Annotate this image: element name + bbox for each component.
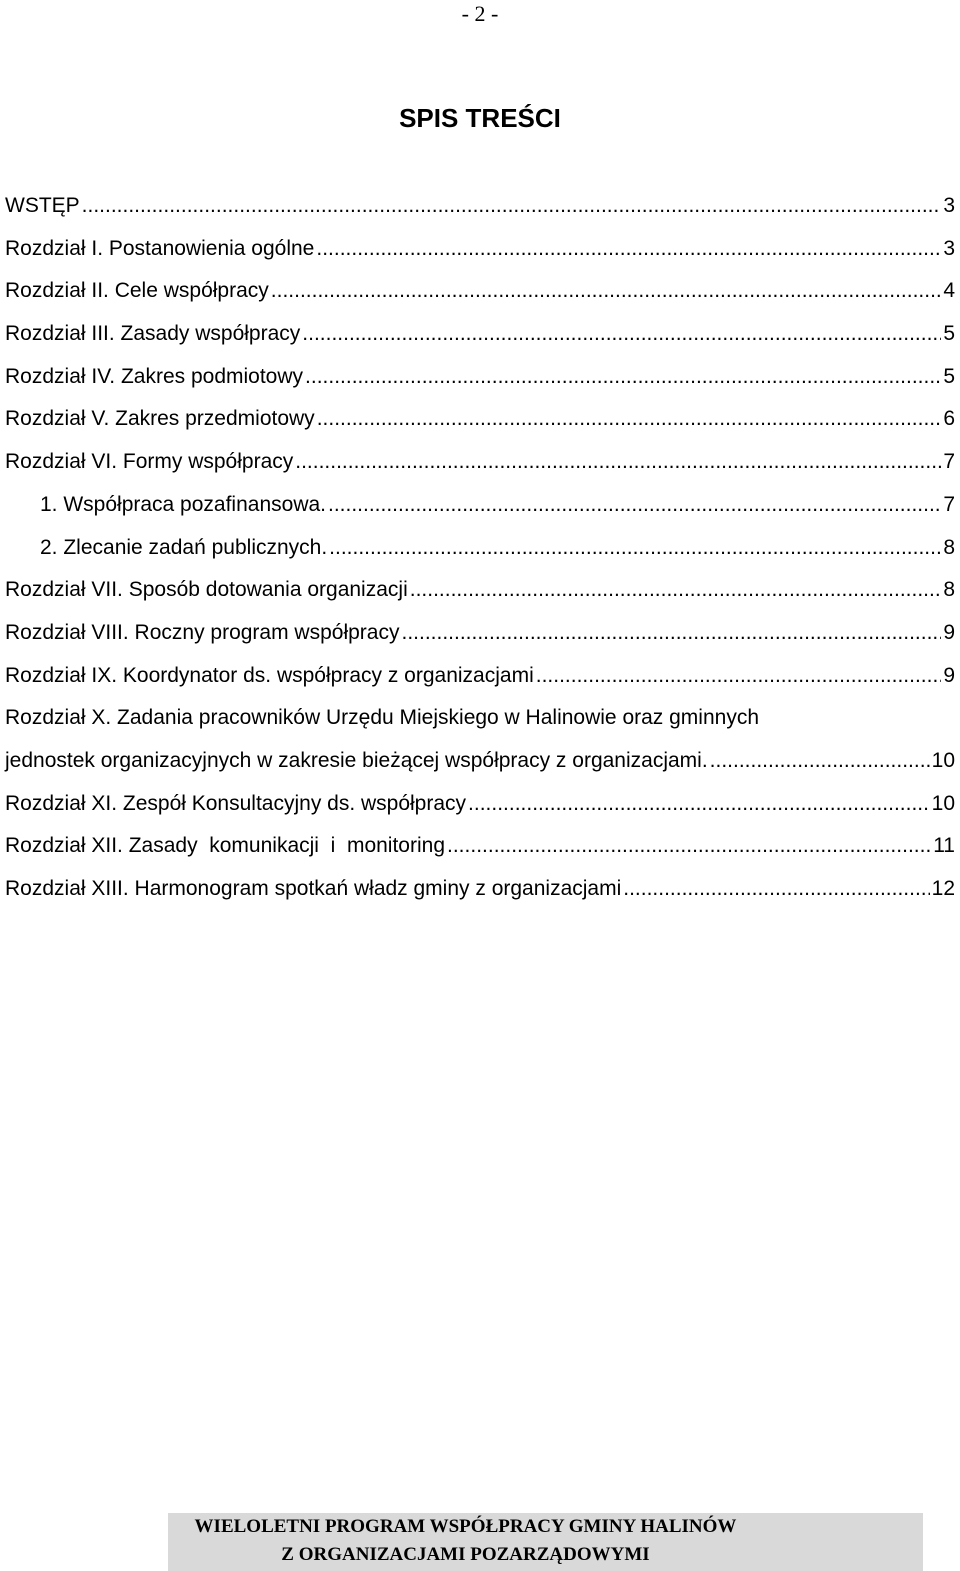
toc-entry-chapter-1[interactable] [5,228,955,271]
toc-leader-dots [710,740,930,783]
toc-entry-title: 2. Zlecanie zadań publicznych. [40,535,328,559]
toc-leader-dots [536,655,942,698]
toc-entry-title: WSTĘP [5,194,80,217]
toc-entry-title: Rozdział XIII. Harmonogram spotkań władz gminy z organizacjami [5,877,622,901]
toc-leader-dots [305,356,941,399]
table-of-contents [5,185,955,911]
toc-entry-chapter-2[interactable] [5,270,955,313]
toc-entry-chapter-9[interactable] [5,655,955,698]
toc-entry-chapter-10[interactable] [5,697,955,782]
toc-entry-wstep[interactable] [5,185,955,228]
toc-leader-dots [447,825,931,868]
toc-entry-chapter-5[interactable] [5,398,955,441]
toc-entry-title: Rozdział XII. Zasady komunikacji i monitoring [5,834,446,858]
page-number: - 2 - [461,1,499,26]
toc-leader-dots [468,783,930,826]
toc-entry-page: 11 [933,834,955,858]
toc-entry-subsection-2[interactable] [5,527,955,570]
toc-entry-chapter-12[interactable] [5,825,955,868]
toc-entry-page: 5 [943,322,955,346]
toc-entry-page: 10 [931,791,955,815]
toc-entry-page: 6 [943,407,955,431]
toc-leader-dots [410,569,942,612]
toc-entry-page: 5 [943,364,955,388]
toc-leader-dots [82,185,942,228]
toc-entry-title: Rozdział VII. Sposób dotowania organizacji [5,578,408,602]
toc-entry-chapter-4[interactable] [5,356,955,399]
toc-entry-title: Rozdział XI. Zespół Konsultacyjny ds. współpracy [5,791,467,815]
toc-entry-subsection-1[interactable] [5,484,955,527]
toc-entry-page: 7 [943,450,955,474]
toc-entry-title: Rozdział IX. Koordynator ds. współpracy z organizacjami [5,663,534,687]
toc-entry-title: Rozdział II. Cele współpracy [5,279,269,303]
toc-leader-dots [317,398,942,441]
toc-entry-title: Rozdział I. Postanowienia ogólne [5,236,315,260]
toc-entry-page: 12 [931,877,955,901]
toc-leader-dots [295,441,941,484]
toc-entry-chapter-6[interactable] [5,441,955,484]
toc-entry-chapter-11[interactable] [5,783,955,826]
footer-line-2: Z ORGANIZACJAMI POZARZĄDOWYMI [281,1544,650,1565]
toc-entry-page: 3 [943,236,955,260]
toc-title: SPIS TREŚCI [399,103,561,133]
toc-entry-page: 10 [931,748,955,772]
footer-line-1: WIELOLETNI PROGRAM WSPÓŁPRACY GMINY HALINÓW [194,1516,737,1537]
toc-leader-dots [329,527,941,570]
toc-entry-page: 4 [943,279,955,303]
toc-entry-title: Rozdział V. Zakres przedmiotowy [5,407,315,431]
toc-entry-title: Rozdział III. Zasady współpracy [5,322,301,346]
toc-entry-page: 3 [943,194,955,217]
toc-leader-dots [401,612,941,655]
toc-entry-chapter-3[interactable] [5,313,955,356]
toc-entry-page: 7 [943,492,955,516]
toc-entry-title-line2: jednostek organizacyjnych w zakresie bieżącej współpracy z organizacjami. [5,748,708,772]
toc-entry-title: Rozdział VI. Formy współpracy [5,450,294,474]
toc-leader-dots [316,228,941,271]
toc-leader-dots [623,868,929,911]
page-footer [168,1513,923,1571]
toc-entry-title-line1: Rozdział X. Zadania pracowników Urzędu Miejskiego w Halinowie oraz gminnych [5,706,760,730]
toc-entry-title: Rozdział VIII. Roczny program współpracy [5,620,400,644]
toc-entry-chapter-8[interactable] [5,612,955,655]
toc-entry-page: 8 [943,578,955,602]
toc-leader-dots [271,270,942,313]
toc-entry-page: 9 [943,663,955,687]
toc-entry-title: Rozdział IV. Zakres podmiotowy [5,364,304,388]
toc-entry-title: 1. Współpraca pozafinansowa. [40,492,326,516]
toc-leader-dots [302,313,941,356]
toc-entry-chapter-7[interactable] [5,569,955,612]
toc-entry-page: 8 [943,535,955,559]
toc-leader-dots [328,484,941,527]
toc-entry-chapter-13[interactable] [5,868,955,911]
toc-entry-page: 9 [943,620,955,644]
